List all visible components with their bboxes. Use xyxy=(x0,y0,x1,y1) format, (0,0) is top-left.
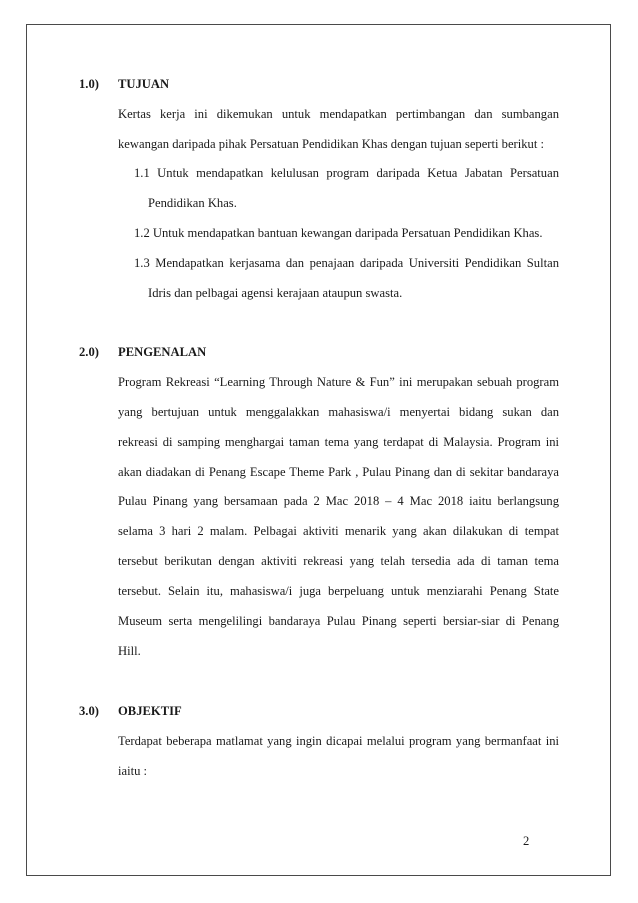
section-heading: TUJUAN xyxy=(118,77,170,91)
paragraph-line: Pulau Pinang yang bersamaan pada 2 Mac 2018 – 4 Mac 2018 iaitu berlangsung xyxy=(118,494,559,508)
paragraph-line: kewangan daripada pihak Persatuan Pendidikan Khas dengan tujuan seperti berikut : xyxy=(118,137,544,151)
section-number: 2.0) xyxy=(79,345,99,359)
paragraph-line: iaitu : xyxy=(118,764,148,778)
section-number: 1.0) xyxy=(79,77,99,91)
paragraph-line: akan diadakan di Penang Escape Theme Park , Pulau Pinang dan di sekitar bandaraya xyxy=(118,465,559,479)
section-heading: OBJEKTIF xyxy=(118,704,182,718)
list-item-line: 1.2 Untuk mendapatkan bantuan kewangan daripada Persatuan Pendidikan Khas. xyxy=(134,226,543,240)
paragraph-line: tersebut berikutan dengan aktiviti rekreasi yang telah tersedia ada di taman tema xyxy=(118,554,559,568)
paragraph-line: Hill. xyxy=(118,644,141,658)
section-number: 3.0) xyxy=(79,704,99,718)
list-item-line: 1.1 Untuk mendapatkan kelulusan program daripada Ketua Jabatan Persatuan xyxy=(134,166,559,180)
paragraph-line: Program Rekreasi “Learning Through Nature & Fun” ini merupakan sebuah program xyxy=(118,375,559,389)
paragraph-line: rekreasi di samping menghargai taman tema yang terdapat di Malaysia. Program ini xyxy=(118,435,559,449)
paragraph-line: yang bertujuan untuk menggalakkan mahasiswa/i menyertai bidang sukan dan xyxy=(118,405,559,419)
paragraph-line: Kertas kerja ini dikemukan untuk mendapatkan pertimbangan dan sumbangan xyxy=(118,107,559,121)
page-number: 2 xyxy=(523,834,530,848)
paragraph-line: tersebut. Selain itu, mahasiswa/i juga berpeluang untuk menziarahi Penang State xyxy=(118,584,559,598)
paragraph-line: selama 3 hari 2 malam. Pelbagai aktiviti menarik yang akan dilakukan di tempat xyxy=(118,524,559,538)
paragraph-line: Terdapat beberapa matlamat yang ingin dicapai melalui program yang bermanfaat ini xyxy=(118,734,559,748)
paragraph-line: Museum serta mengelilingi bandaraya Pulau Pinang seperti bersiar-siar di Penang xyxy=(118,614,559,628)
list-item-line: 1.3 Mendapatkan kerjasama dan penajaan daripada Universiti Pendidikan Sultan xyxy=(134,256,559,270)
section-heading: PENGENALAN xyxy=(118,345,207,359)
list-item-line: Pendidikan Khas. xyxy=(148,196,237,210)
list-item-line: Idris dan pelbagai agensi kerajaan ataupun swasta. xyxy=(148,286,403,300)
